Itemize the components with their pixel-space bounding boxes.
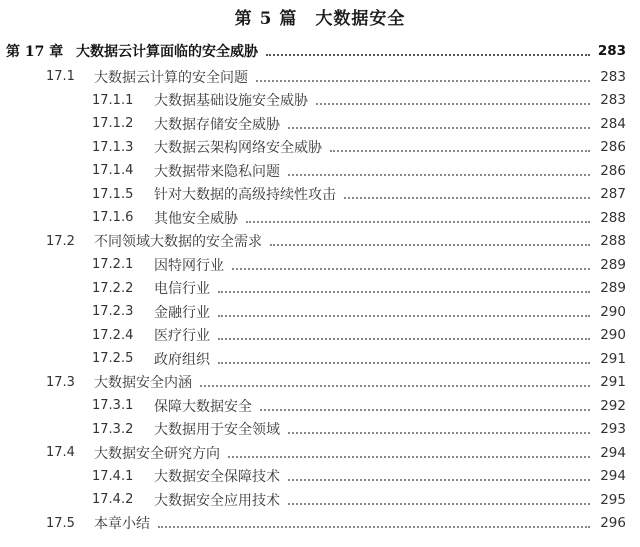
entry-title: 大数据安全研究方向 [94,445,220,462]
dot-leader [330,150,590,152]
entry-title: 本章小结 [94,516,150,533]
dot-leader [270,244,590,246]
entry-page-number: 289 [600,256,626,273]
dot-leader [260,409,590,411]
entry-number: 17.2.1 [92,257,134,273]
toc-section-row[interactable] [0,512,640,536]
toc-subsection-row[interactable] [0,159,640,183]
entry-title: 大数据安全保障技术 [154,469,280,486]
entry-page-number: 284 [600,115,626,132]
toc-subsection-row[interactable] [0,418,640,442]
chapter-page-number: 283 [597,43,626,59]
entry-title: 大数据云架构网络安全威胁 [154,140,322,157]
dot-leader [266,54,590,56]
dot-leader [256,80,590,82]
entry-page-number: 290 [600,327,626,344]
entry-number: 17.1.3 [92,139,134,155]
dot-leader [344,197,590,199]
dot-leader [288,479,590,481]
toc-chapter-row[interactable] [0,37,640,65]
entry-title: 政府组织 [154,351,210,368]
entry-page-number: 288 [600,209,626,226]
entry-number: 17.4.2 [92,492,134,508]
table-of-contents [0,37,640,535]
entry-page-number: 294 [600,444,626,461]
entry-title: 针对大数据的高级持续性攻击 [154,187,336,204]
entry-number: 17.1 [46,69,75,85]
toc-section-row[interactable] [0,230,640,254]
chapter-title: 大数据云计算面临的安全威胁 [76,44,258,60]
entry-number: 17.3.1 [92,398,134,414]
dot-leader [288,432,590,434]
toc-subsection-row[interactable] [0,465,640,489]
entry-number: 17.2.4 [92,327,134,343]
entry-page-number: 290 [600,303,626,320]
dot-leader [218,315,590,317]
part-title: 第 5 篇 大数据安全 [234,9,406,29]
dot-leader [200,385,590,387]
entry-title: 大数据基础设施安全威胁 [154,93,308,110]
entry-page-number: 288 [600,233,626,250]
entry-title: 因特网行业 [154,257,224,274]
dot-leader [316,103,590,105]
entry-number: 17.4.1 [92,468,134,484]
entry-number: 17.1.5 [92,186,134,202]
entry-number: 17.2 [46,233,75,249]
dot-leader [218,362,590,364]
entry-title: 金融行业 [154,304,210,321]
toc-subsection-row[interactable] [0,183,640,207]
entry-page-number: 283 [600,92,626,109]
entry-number: 17.5 [46,515,75,531]
entry-title: 其他安全威胁 [154,210,238,227]
entry-number: 17.1.4 [92,163,134,179]
entry-title: 大数据带来隐私问题 [154,163,280,180]
toc-section-row[interactable] [0,65,640,89]
toc-subsection-row[interactable] [0,488,640,512]
toc-subsection-row[interactable] [0,136,640,160]
entry-page-number: 291 [600,374,626,391]
entry-page-number: 296 [600,515,626,532]
entry-title: 大数据用于安全领域 [154,422,280,439]
entry-number: 17.1.6 [92,210,134,226]
entry-page-number: 289 [600,280,626,297]
toc-subsection-row[interactable] [0,277,640,301]
dot-leader [218,338,590,340]
entry-page-number: 286 [600,139,626,156]
toc-subsection-row[interactable] [0,324,640,348]
entry-number: 17.2.3 [92,304,134,320]
toc-subsection-row[interactable] [0,347,640,371]
entry-page-number: 293 [600,421,626,438]
entry-page-number: 292 [600,397,626,414]
entry-title: 大数据安全应用技术 [154,492,280,509]
dot-leader [218,291,590,293]
toc-subsection-row[interactable] [0,300,640,324]
dot-leader [288,127,590,129]
entry-title: 不同领域大数据的安全需求 [94,234,262,251]
entry-page-number: 291 [600,350,626,367]
dot-leader [228,456,590,458]
entry-number: 17.2.5 [92,351,134,367]
toc-section-row[interactable] [0,441,640,465]
entry-number: 17.1.1 [92,92,134,108]
entry-title: 电信行业 [154,281,210,298]
entry-title: 保障大数据安全 [154,398,252,415]
toc-subsection-row[interactable] [0,112,640,136]
entry-page-number: 287 [600,186,626,203]
toc-section-row[interactable] [0,371,640,395]
toc-subsection-row[interactable] [0,394,640,418]
entry-page-number: 294 [600,468,626,485]
toc-entries [0,65,640,535]
entry-number: 17.3 [46,374,75,390]
dot-leader [288,503,590,505]
entry-title: 大数据安全内涵 [94,375,192,392]
entry-number: 17.1.2 [92,116,134,132]
entry-page-number: 286 [600,162,626,179]
toc-subsection-row[interactable] [0,89,640,113]
entry-page-number: 295 [600,491,626,508]
toc-subsection-row[interactable] [0,253,640,277]
dot-leader [158,526,590,528]
chapter-number: 第 17 章 [6,44,64,60]
entry-number: 17.2.2 [92,280,134,296]
dot-leader [288,174,590,176]
entry-number: 17.4 [46,445,75,461]
toc-subsection-row[interactable] [0,206,640,230]
dot-leader [246,221,590,223]
entry-title: 医疗行业 [154,328,210,345]
entry-number: 17.3.2 [92,421,134,437]
entry-title: 大数据存储安全威胁 [154,116,280,133]
entry-title: 大数据云计算的安全问题 [94,69,248,86]
entry-page-number: 283 [600,68,626,85]
dot-leader [232,268,590,270]
